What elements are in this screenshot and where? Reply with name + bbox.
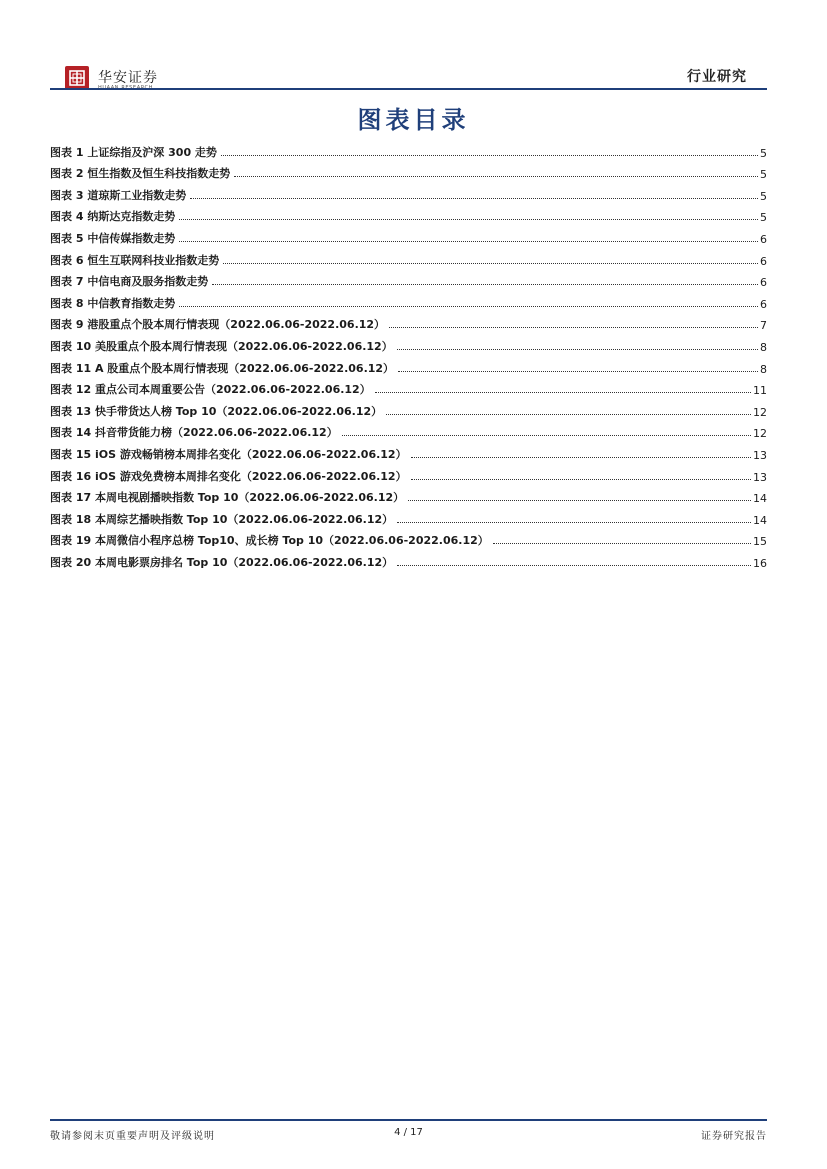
toc-entry[interactable] bbox=[50, 138, 767, 160]
toc-entry[interactable] bbox=[50, 505, 767, 527]
toc-entry-label[interactable]: 图表 12 重点公司本周重要公告（2022.06.06-2022.06.12） bbox=[50, 383, 371, 397]
toc-entry[interactable] bbox=[50, 354, 767, 376]
toc-leader-dots bbox=[212, 284, 758, 285]
toc-entry[interactable] bbox=[50, 527, 767, 549]
toc-entry-label[interactable]: 图表 5 中信传媒指数走势 bbox=[50, 231, 176, 245]
toc-entry-label[interactable]: 图表 8 中信教育指数走势 bbox=[50, 296, 176, 310]
toc-leader-dots bbox=[411, 479, 751, 480]
toc-leader-dots bbox=[223, 263, 758, 264]
toc-leader-dots bbox=[397, 565, 751, 566]
toc-entry-page[interactable]: 14 bbox=[753, 513, 767, 527]
toc-entry-label[interactable]: 图表 1 上证综指及沪深 300 走势 bbox=[50, 145, 217, 159]
toc-entry-page[interactable]: 12 bbox=[753, 405, 767, 419]
toc-entry[interactable] bbox=[50, 160, 767, 182]
toc-entry-page[interactable]: 6 bbox=[760, 254, 767, 268]
page-title: 图表目录 bbox=[357, 106, 470, 134]
report-type: 证券研究报告 bbox=[701, 1131, 767, 1142]
header-divider bbox=[50, 88, 767, 90]
toc-entry-label[interactable]: 图表 17 本周电视剧播映指数 Top 10（2022.06.06-2022.06.12） bbox=[50, 491, 405, 505]
toc-entry-page[interactable]: 11 bbox=[753, 384, 767, 398]
page-footer bbox=[50, 1127, 767, 1145]
table-of-figures bbox=[50, 138, 767, 570]
toc-entry-label[interactable]: 图表 7 中信电商及服务指数走势 bbox=[50, 275, 209, 289]
toc-entry-page[interactable]: 7 bbox=[760, 319, 767, 333]
toc-leader-dots bbox=[375, 392, 751, 393]
toc-leader-dots bbox=[397, 522, 751, 523]
toc-entry-label[interactable]: 图表 10 美股重点个股本周行情表现（2022.06.06-2022.06.12） bbox=[50, 339, 393, 353]
toc-leader-dots bbox=[493, 543, 751, 544]
toc-entry-label[interactable]: 图表 16 iOS 游戏免费榜本周排名变化（2022.06.06-2022.06.12） bbox=[50, 469, 407, 483]
toc-entry[interactable] bbox=[50, 311, 767, 333]
toc-leader-dots bbox=[389, 327, 758, 328]
toc-leader-dots bbox=[221, 155, 758, 156]
logo-text: 华安证券 bbox=[98, 70, 158, 86]
toc-entry-page[interactable]: 8 bbox=[760, 340, 767, 354]
toc-entry-label[interactable]: 图表 2 恒生指数及恒生科技指数走势 bbox=[50, 167, 231, 181]
toc-entry[interactable] bbox=[50, 419, 767, 441]
section-label: 行业研究 bbox=[687, 69, 747, 85]
toc-entry-page[interactable]: 5 bbox=[760, 189, 767, 203]
toc-entry[interactable] bbox=[50, 440, 767, 462]
page-header bbox=[50, 66, 767, 90]
toc-entry-page[interactable]: 8 bbox=[760, 362, 767, 376]
toc-entry-page[interactable]: 5 bbox=[760, 211, 767, 225]
toc-entry-label[interactable]: 图表 13 快手带货达人榜 Top 10（2022.06.06-2022.06.12） bbox=[50, 404, 383, 418]
toc-leader-dots bbox=[386, 414, 751, 415]
toc-leader-dots bbox=[190, 198, 758, 199]
huaan-logo-icon bbox=[65, 66, 89, 90]
toc-leader-dots bbox=[411, 457, 751, 458]
toc-entry-page[interactable]: 5 bbox=[760, 146, 767, 160]
page-number: 4 / 17 bbox=[394, 1127, 423, 1138]
toc-leader-dots bbox=[398, 371, 758, 372]
toc-entry-label[interactable]: 图表 15 iOS 游戏畅销榜本周排名变化（2022.06.06-2022.06.12） bbox=[50, 447, 407, 461]
toc-leader-dots bbox=[397, 349, 758, 350]
toc-entry[interactable] bbox=[50, 548, 767, 570]
toc-entry[interactable] bbox=[50, 289, 767, 311]
footer-divider bbox=[50, 1119, 767, 1121]
toc-entry-page[interactable]: 12 bbox=[753, 427, 767, 441]
toc-entry-page[interactable]: 14 bbox=[753, 492, 767, 506]
toc-entry[interactable] bbox=[50, 181, 767, 203]
toc-entry-label[interactable]: 图表 20 本周电影票房排名 Top 10（2022.06.06-2022.06.12） bbox=[50, 555, 394, 569]
toc-entry-page[interactable]: 13 bbox=[753, 448, 767, 462]
toc-entry[interactable] bbox=[50, 268, 767, 290]
toc-entry[interactable] bbox=[50, 246, 767, 268]
toc-entry-page[interactable]: 6 bbox=[760, 232, 767, 246]
toc-leader-dots bbox=[234, 176, 758, 177]
toc-entry-label[interactable]: 图表 3 道琼斯工业指数走势 bbox=[50, 188, 187, 202]
toc-leader-dots bbox=[408, 500, 751, 501]
toc-entry[interactable] bbox=[50, 397, 767, 419]
toc-entry-label[interactable]: 图表 18 本周综艺播映指数 Top 10（2022.06.06-2022.06.12） bbox=[50, 512, 394, 526]
toc-entry[interactable] bbox=[50, 332, 767, 354]
toc-entry-label[interactable]: 图表 19 本周微信小程序总榜 Top10、成长榜 Top 10（2022.06.06-2022.06.12） bbox=[50, 534, 489, 548]
toc-entry-label[interactable]: 图表 11 A 股重点个股本周行情表现（2022.06.06-2022.06.12） bbox=[50, 361, 395, 375]
toc-entry[interactable] bbox=[50, 484, 767, 506]
toc-entry-page[interactable]: 13 bbox=[753, 470, 767, 484]
toc-entry-label[interactable]: 图表 6 恒生互联网科技业指数走势 bbox=[50, 253, 220, 267]
toc-entry-page[interactable]: 5 bbox=[760, 168, 767, 182]
toc-entry-label[interactable]: 图表 14 抖音带货能力榜（2022.06.06-2022.06.12） bbox=[50, 426, 338, 440]
toc-entry-page[interactable]: 6 bbox=[760, 276, 767, 290]
toc-leader-dots bbox=[179, 241, 758, 242]
toc-entry-page[interactable]: 6 bbox=[760, 297, 767, 311]
toc-leader-dots bbox=[179, 306, 758, 307]
toc-entry-label[interactable]: 图表 9 港股重点个股本周行情表现（2022.06.06-2022.06.12） bbox=[50, 318, 386, 332]
disclaimer-note: 敬请参阅末页重要声明及评级说明 bbox=[50, 1131, 215, 1142]
toc-entry[interactable] bbox=[50, 224, 767, 246]
toc-leader-dots bbox=[342, 435, 751, 436]
toc-leader-dots bbox=[179, 219, 758, 220]
toc-entry-page[interactable]: 16 bbox=[753, 556, 767, 570]
toc-entry-page[interactable]: 15 bbox=[753, 535, 767, 549]
toc-entry-label[interactable]: 图表 4 纳斯达克指数走势 bbox=[50, 210, 176, 224]
toc-entry[interactable] bbox=[50, 376, 767, 398]
toc-entry[interactable] bbox=[50, 203, 767, 225]
toc-entry[interactable] bbox=[50, 462, 767, 484]
